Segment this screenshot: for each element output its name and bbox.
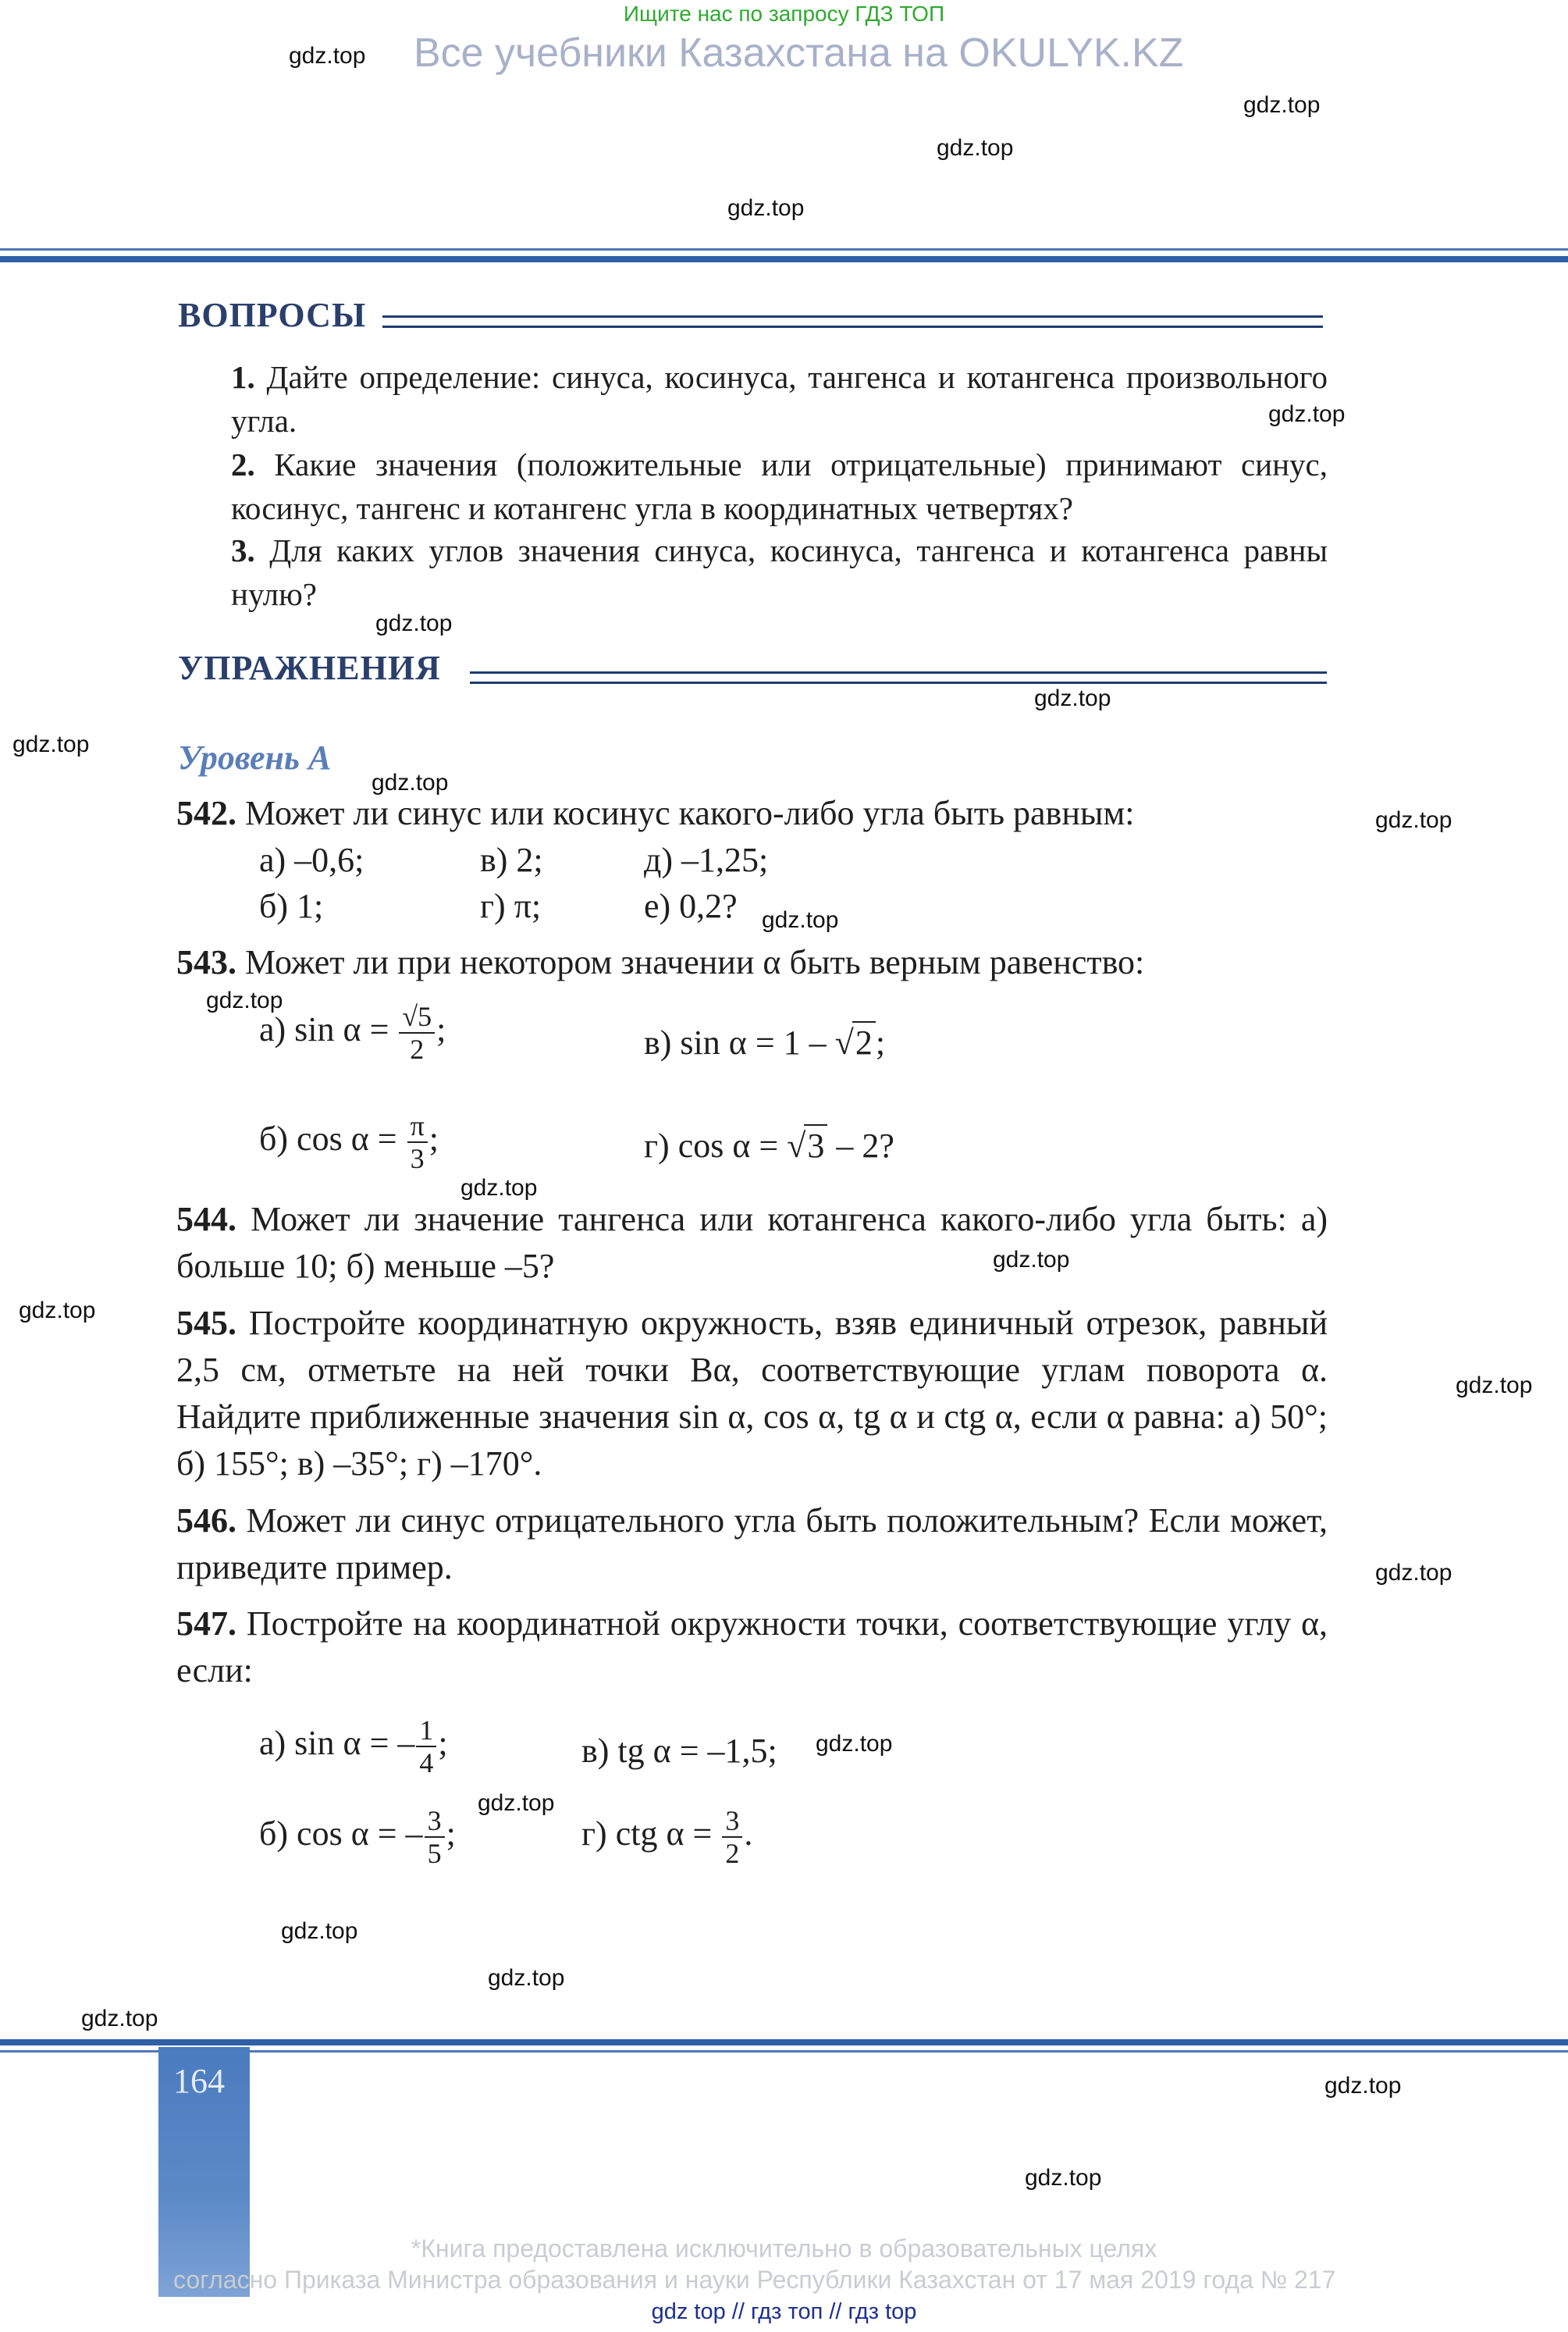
watermark: gdz.top (1034, 685, 1111, 711)
question-number: 1. (231, 359, 255, 395)
top-rule-thin (0, 248, 1568, 251)
option-tail: ; (436, 1010, 446, 1049)
watermark: gdz.top (1025, 2165, 1102, 2191)
question-text: Дайте определение: синуса, косинуса, тангенса и котангенса произвольного угла. (231, 359, 1328, 439)
watermark: gdz.top (375, 611, 453, 636)
exercise-number: 547. (176, 1604, 236, 1643)
fraction (399, 1001, 435, 1065)
exercise-544 (176, 1196, 1328, 1290)
option-542-e: е) 0,2? (644, 887, 738, 925)
exercise-number: 544. (176, 1200, 236, 1238)
exercise-text: Постройте на координатной окружности точки, соответствующие углу α, если: (176, 1604, 1328, 1689)
option-tail: ; (428, 1120, 439, 1159)
fraction (722, 1805, 742, 1869)
exercise-number: 546. (176, 1501, 236, 1540)
option-left: г) cos α = (644, 1127, 779, 1165)
option-left: а) sin α = (259, 1010, 389, 1049)
option-543-g (644, 1124, 894, 1166)
numerator: 1 (416, 1714, 436, 1747)
watermark: gdz.top (460, 1175, 538, 1201)
option-543-v (644, 1021, 885, 1063)
numerator: √5 (399, 1001, 435, 1034)
watermark: gdz.top (727, 195, 805, 221)
option-left: в) sin α = 1 – (644, 1024, 827, 1062)
option-542-v: в) 2; (480, 841, 543, 879)
page-number: 164 (173, 2062, 225, 2100)
questions-heading: ВОПРОСЫ (178, 296, 367, 334)
watermark: gdz.top (1324, 2073, 1402, 2099)
watermark: gdz.top (1375, 807, 1452, 833)
option-547-g (581, 1805, 752, 1869)
footer-order: согласно Приказа Министра образования и науки Республики Казахстан от 17 мая 2019 года № 217 (173, 2266, 1336, 2294)
exercise-543 (176, 942, 1144, 982)
footer-links[interactable]: gdz top // гдз топ // гдз top (651, 2299, 917, 2324)
option-tail: ; (875, 1024, 886, 1062)
watermark: gdz.top (937, 135, 1014, 161)
sqrt-sign: √ (834, 1024, 854, 1062)
option-542-a: а) –0,6; (259, 841, 364, 879)
exercise-text: Может ли синус или косинус какого-либо угла быть равным: (245, 794, 1135, 832)
denominator: 2 (725, 1838, 740, 1869)
numerator: π (407, 1110, 428, 1143)
exercise-text: Может ли при некотором значении α быть верным равенство: (245, 943, 1145, 981)
option-tail: . (744, 1814, 753, 1853)
option-547-b (259, 1805, 456, 1869)
option-543-a (259, 1001, 446, 1065)
radicand: 2 (852, 1021, 876, 1063)
question-number: 3. (231, 532, 255, 568)
option-tail: ; (438, 1724, 448, 1763)
watermark: gdz.top (1243, 92, 1321, 118)
denominator: 4 (419, 1747, 434, 1778)
question-3 (231, 529, 1328, 616)
fraction (407, 1110, 428, 1174)
numerator: 3 (425, 1805, 445, 1838)
question-2 (231, 443, 1328, 530)
exercise-545 (176, 1300, 1328, 1487)
option-542-g: г) π; (480, 887, 542, 925)
bottom-rule-thick (0, 2039, 1568, 2045)
question-text: Какие значения (положительные или отрицательные) принимают синус, косинус, тангенс и котангенс угла в координатных четвертях? (231, 447, 1328, 526)
denominator: 2 (410, 1034, 425, 1065)
exercise-number: 543. (176, 943, 236, 981)
watermark: gdz.top (372, 770, 449, 796)
question-number: 2. (231, 447, 255, 482)
radicand: 3 (804, 1124, 827, 1166)
exercises-heading: УПРАЖНЕНИЯ (178, 649, 441, 687)
fraction (416, 1714, 436, 1778)
watermark: gdz.top (12, 732, 90, 757)
watermark: gdz.top (993, 1247, 1070, 1273)
exercise-number: 545. (176, 1304, 236, 1342)
level-heading: Уровень А (178, 739, 332, 777)
watermark: gdz.top (762, 907, 839, 933)
exercise-547 (176, 1600, 1328, 1694)
numerator: 3 (722, 1805, 742, 1838)
exercise-number: 542. (176, 794, 236, 832)
option-left: а) sin α = – (259, 1724, 415, 1763)
option-547-v: в) tg α = –1,5; (581, 1732, 777, 1770)
option-tail: – 2? (836, 1127, 894, 1165)
exercise-text: Постройте координатную окружность, взяв единичный отрезок, равный 2,5 см, отметьте на ней точки Bα, соответствующие углам поворота α. Найдите приближенные значения sin α, cos α, tg α и ctg α, если α равна: а) 50°; б) 155°; в) –35°; г) –170°. (176, 1304, 1328, 1483)
exercises-heading-line (470, 671, 1327, 684)
watermark: gdz.top (289, 43, 366, 69)
watermark: gdz.top (81, 2006, 158, 2031)
watermark: gdz.top (19, 1298, 96, 1323)
watermark: gdz.top (816, 1731, 893, 1757)
option-547-a (259, 1714, 448, 1778)
exercise-546 (176, 1497, 1328, 1591)
option-tail: ; (446, 1814, 456, 1853)
top-note: Ищите нас по запросу ГДЗ ТОП (623, 2, 945, 26)
exercise-text: Может ли значение тангенса или котангенса какого-либо угла быть: а) больше 10; б) меньше –5? (176, 1200, 1328, 1285)
top-rule-thick (0, 256, 1568, 262)
fraction (425, 1805, 445, 1869)
question-1 (231, 355, 1328, 443)
site-title[interactable]: Все учебники Казахстана на OKULYK.KZ (414, 30, 1184, 76)
option-542-b: б) 1; (259, 887, 324, 925)
exercise-text: Может ли синус отрицательного угла быть положительным? Если может, приведите пример. (176, 1501, 1328, 1586)
option-left: б) cos α = – (259, 1814, 423, 1853)
option-543-b (259, 1110, 439, 1174)
questions-heading-line (382, 315, 1323, 328)
option-left: б) cos α = (259, 1120, 397, 1159)
watermark: gdz.top (1456, 1372, 1533, 1398)
question-text: Для каких углов значения синуса, косинуса, тангенса и котангенса равны нулю? (231, 532, 1328, 612)
watermark: gdz.top (1375, 1560, 1452, 1586)
footer-disclaimer: *Книга предоставлена исключительно в образовательных целях (411, 2234, 1157, 2263)
denominator: 5 (427, 1838, 442, 1869)
watermark: gdz.top (478, 1790, 555, 1816)
watermark: gdz.top (1268, 401, 1346, 427)
sqrt-sign: √ (787, 1127, 806, 1165)
option-left: г) ctg α = (581, 1814, 713, 1853)
watermark: gdz.top (206, 988, 283, 1013)
option-542-d: д) –1,25; (644, 841, 769, 879)
exercise-542 (176, 793, 1135, 833)
watermark: gdz.top (488, 1965, 565, 1991)
watermark: gdz.top (281, 1918, 358, 1944)
denominator: 3 (410, 1143, 425, 1174)
